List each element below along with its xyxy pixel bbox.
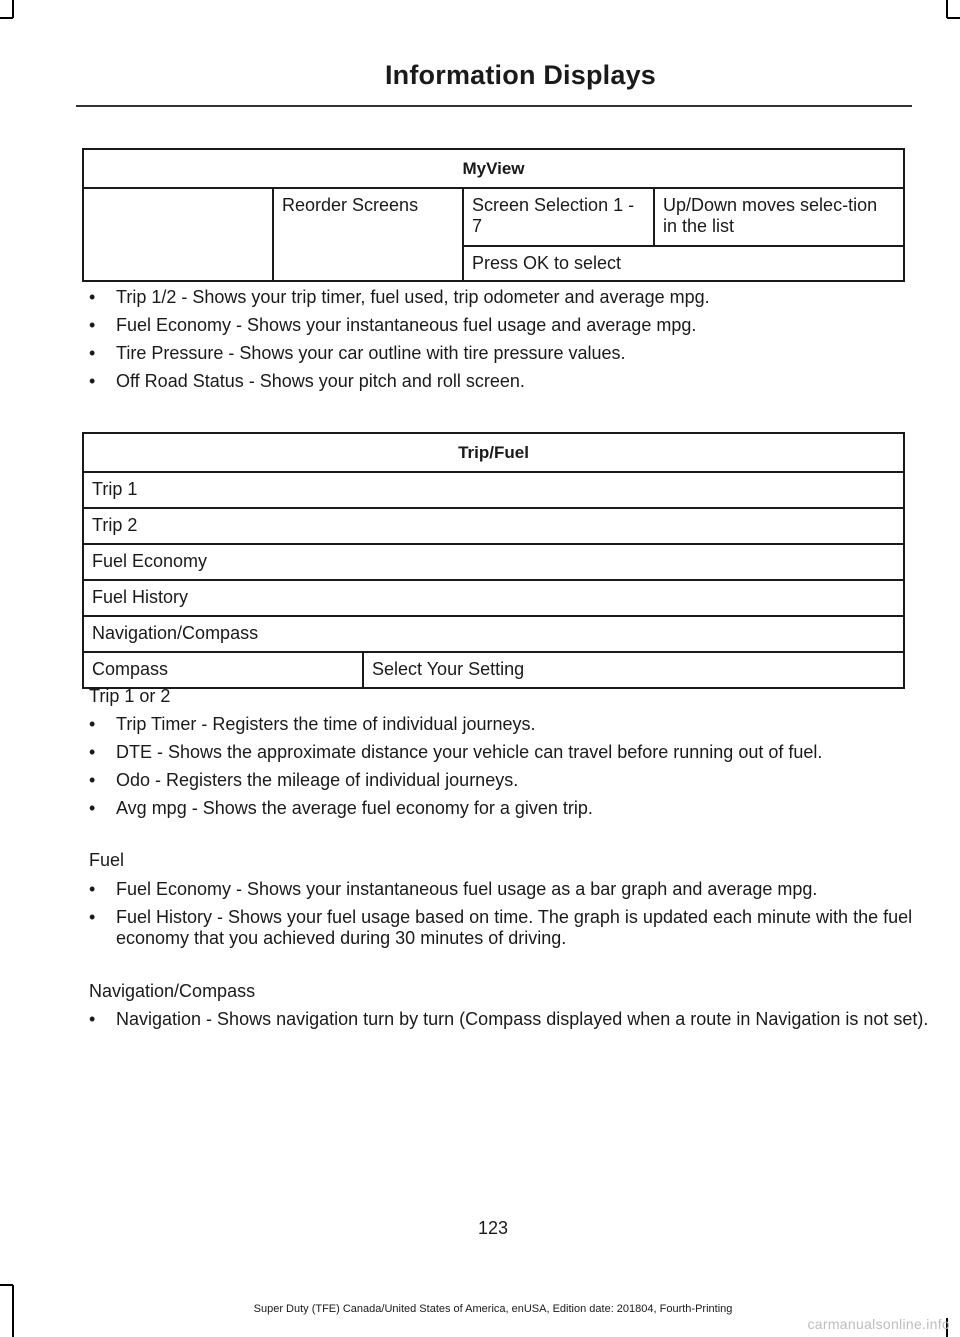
page-number: 123 bbox=[477, 1218, 509, 1238]
table-row: Navigation/Compass bbox=[83, 616, 904, 652]
list-item: • Trip 1/2 - Shows your trip timer, fuel used, trip odometer and average mpg. bbox=[89, 287, 710, 308]
compass-cell: Compass bbox=[83, 652, 363, 688]
list-item: • Trip Timer - Registers the time of individual journeys. bbox=[89, 714, 822, 735]
fuel-list bbox=[89, 879, 960, 949]
tripfuel-table-title: Trip/Fuel bbox=[83, 433, 904, 472]
section-heading-fuel: Fuel bbox=[89, 850, 125, 870]
list-item: • Fuel History - Shows your fuel usage based on time. The graph is updated each minute with the fuel economy that you achieved during 30 minutes of driving. bbox=[89, 907, 960, 949]
compass-setting-cell: Select Your Setting bbox=[363, 652, 904, 688]
list-item: • Avg mpg - Shows the average fuel economy for a given trip. bbox=[89, 798, 822, 819]
trip-list bbox=[89, 714, 822, 819]
table-row: Trip 1 bbox=[83, 472, 904, 508]
crop-mark bbox=[0, 1284, 13, 1286]
page-title: Information Displays bbox=[384, 60, 656, 90]
footer-text: Super Duty (TFE) Canada/United States of America, enUSA, Edition date: 201804, Fourth-Printing bbox=[253, 1303, 733, 1315]
reorder-screens-cell: Reorder Screens bbox=[273, 188, 463, 281]
myview-table bbox=[82, 148, 905, 282]
list-item: • Navigation - Shows navigation turn by turn (Compass displayed when a route in Navigation is not set). bbox=[89, 1009, 928, 1030]
header-divider bbox=[76, 105, 912, 107]
empty-cell bbox=[83, 188, 273, 281]
list-item: • Fuel Economy - Shows your instantaneous fuel usage and average mpg. bbox=[89, 315, 710, 336]
press-ok-cell: Press OK to select bbox=[463, 246, 904, 281]
list-item: • Off Road Status - Shows your pitch and roll screen. bbox=[89, 371, 710, 392]
list-item: • DTE - Shows the approximate distance your vehicle can travel before running out of fuel. bbox=[89, 742, 822, 763]
section-heading-navigation: Navigation/Compass bbox=[89, 981, 256, 1001]
navigation-list bbox=[89, 1009, 928, 1030]
watermark: carmanualsonline.info bbox=[807, 1316, 950, 1332]
table-row: Fuel History bbox=[83, 580, 904, 616]
tripfuel-table bbox=[82, 432, 905, 689]
crop-mark bbox=[946, 0, 948, 18]
table-row: Trip 2 bbox=[83, 508, 904, 544]
crop-mark bbox=[947, 17, 960, 19]
list-item: • Tire Pressure - Shows your car outline with tire pressure values. bbox=[89, 343, 710, 364]
crop-mark bbox=[12, 0, 14, 18]
up-down-cell: Up/Down moves selec-tion in the list bbox=[654, 188, 904, 246]
list-item: • Fuel Economy - Shows your instantaneous fuel usage as a bar graph and average mpg. bbox=[89, 879, 960, 900]
table-row: Fuel Economy bbox=[83, 544, 904, 580]
list-item: • Odo - Registers the mileage of individual journeys. bbox=[89, 770, 822, 791]
crop-mark bbox=[0, 17, 13, 19]
screen-selection-cell: Screen Selection 1 - 7 bbox=[463, 188, 654, 246]
myview-table-title: MyView bbox=[83, 149, 904, 188]
display-screens-list bbox=[89, 287, 710, 392]
section-heading-trip: Trip 1 or 2 bbox=[89, 686, 171, 706]
